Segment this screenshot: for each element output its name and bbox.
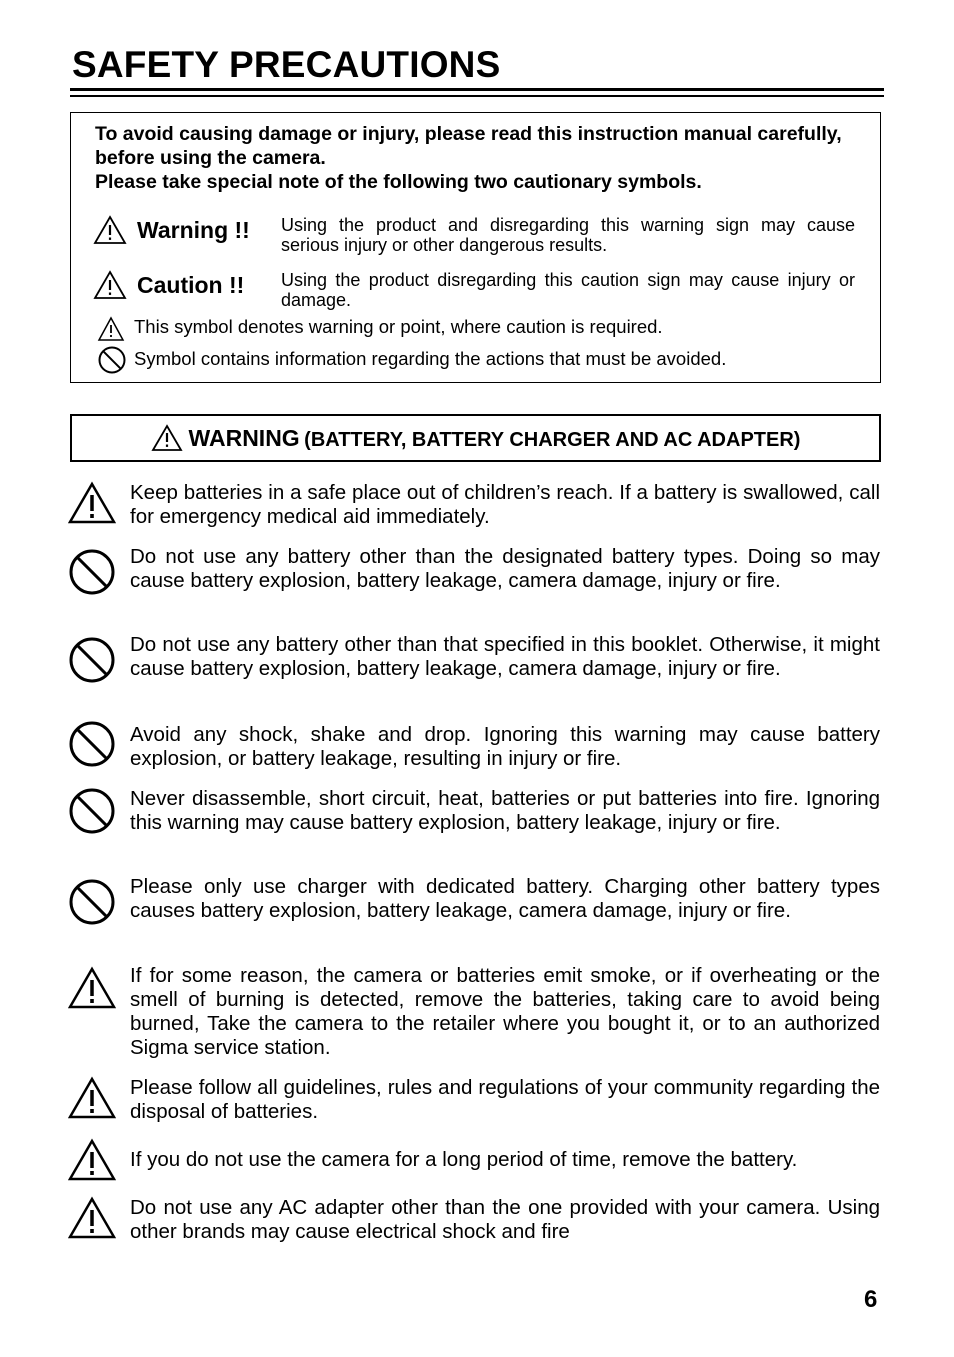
caution-triangle-icon <box>93 270 127 300</box>
prohibition-icon <box>68 636 116 684</box>
legend-prohibit-text: Symbol contains information regarding the actions that must be avoided. <box>134 348 727 369</box>
warning-description: Using the product and disregarding this warning sign may cause serious injury or other dangerous results. <box>281 215 855 255</box>
warning-triangle-icon <box>68 1076 116 1120</box>
warning-subtitle: (BATTERY, BATTERY CHARGER AND AC ADAPTER) <box>304 429 801 451</box>
prohibition-icon <box>68 787 116 835</box>
intro-line-1: To avoid causing damage or injury, please read this instruction manual carefully, before using the camera. <box>95 123 842 169</box>
warning-triangle-icon <box>68 1196 116 1240</box>
page-title: SAFETY PRECAUTIONS <box>72 44 501 85</box>
warning-triangle-icon <box>68 1138 116 1182</box>
list-item-text: Do not use any AC adapter other than the one provided with your camera. Using other brands may cause electrical shock and fire <box>130 1196 880 1243</box>
warning-triangle-icon <box>97 316 125 342</box>
warning-title: WARNING <box>188 425 300 451</box>
caution-symbol-row <box>93 270 858 314</box>
prohibition-icon <box>68 878 116 926</box>
list-item-text: Do not use any battery other than the designated battery types. Doing so may cause battery explosion, battery leakage, camera damage, injury or fire. <box>130 545 880 592</box>
list-item-text: Never disassemble, short circuit, heat, batteries or put batteries into fire. Ignoring this warning may cause battery explosion, battery leakage, injury or fire. <box>130 787 880 834</box>
intro-box <box>70 112 881 383</box>
warning-label: Warning !! <box>137 217 250 243</box>
intro-line-2: Please take special note of the following two cautionary symbols. <box>95 171 702 193</box>
prohibition-icon <box>97 345 127 375</box>
list-item-text: Please only use charger with dedicated battery. Charging other battery types causes battery explosion, battery leakage, camera damage, injury or fire. <box>130 875 880 922</box>
list-item-text: Avoid any shock, shake and drop. Ignoring this warning may cause battery explosion, or battery leakage, resulting in injury or fire. <box>130 723 880 770</box>
list-item-text: If you do not use the camera for a long period of time, remove the battery. <box>130 1148 798 1171</box>
list-item-text: Do not use any battery other than that specified in this booklet. Otherwise, it might cause battery explosion, battery leakage, camera damage, injury or fire. <box>130 633 880 680</box>
warning-triangle-icon <box>151 424 183 452</box>
title-divider <box>70 88 884 91</box>
warning-header <box>72 424 879 452</box>
warning-header-box <box>70 414 881 462</box>
page-number: 6 <box>864 1286 878 1313</box>
legend-triangle-text: This symbol denotes warning or point, where caution is required. <box>134 316 663 337</box>
prohibition-icon <box>68 720 116 768</box>
list-item-text: If for some reason, the camera or batteries emit smoke, or if overheating or the smell of burning is detected, remove the batteries, taking care to avoid being burned, Take the camera to the retailer where you bought it, or to an authorized Sigma service station. <box>130 964 880 1059</box>
warning-symbol-row <box>93 215 858 259</box>
intro-text <box>95 122 865 194</box>
caution-description: Using the product disregarding this caution sign may cause injury or damage. <box>281 270 855 310</box>
list-item-text: Please follow all guidelines, rules and regulations of your community regarding the disposal of batteries. <box>130 1076 880 1123</box>
warning-triangle-icon <box>93 215 127 245</box>
warning-triangle-icon <box>68 481 116 525</box>
list-item-text: Keep batteries in a safe place out of children’s reach. If a battery is swallowed, call for emergency medical aid immediately. <box>130 481 880 528</box>
warning-triangle-icon <box>68 966 116 1010</box>
caution-label: Caution !! <box>137 272 245 298</box>
title-divider-thin <box>70 95 884 97</box>
prohibition-icon <box>68 548 116 596</box>
